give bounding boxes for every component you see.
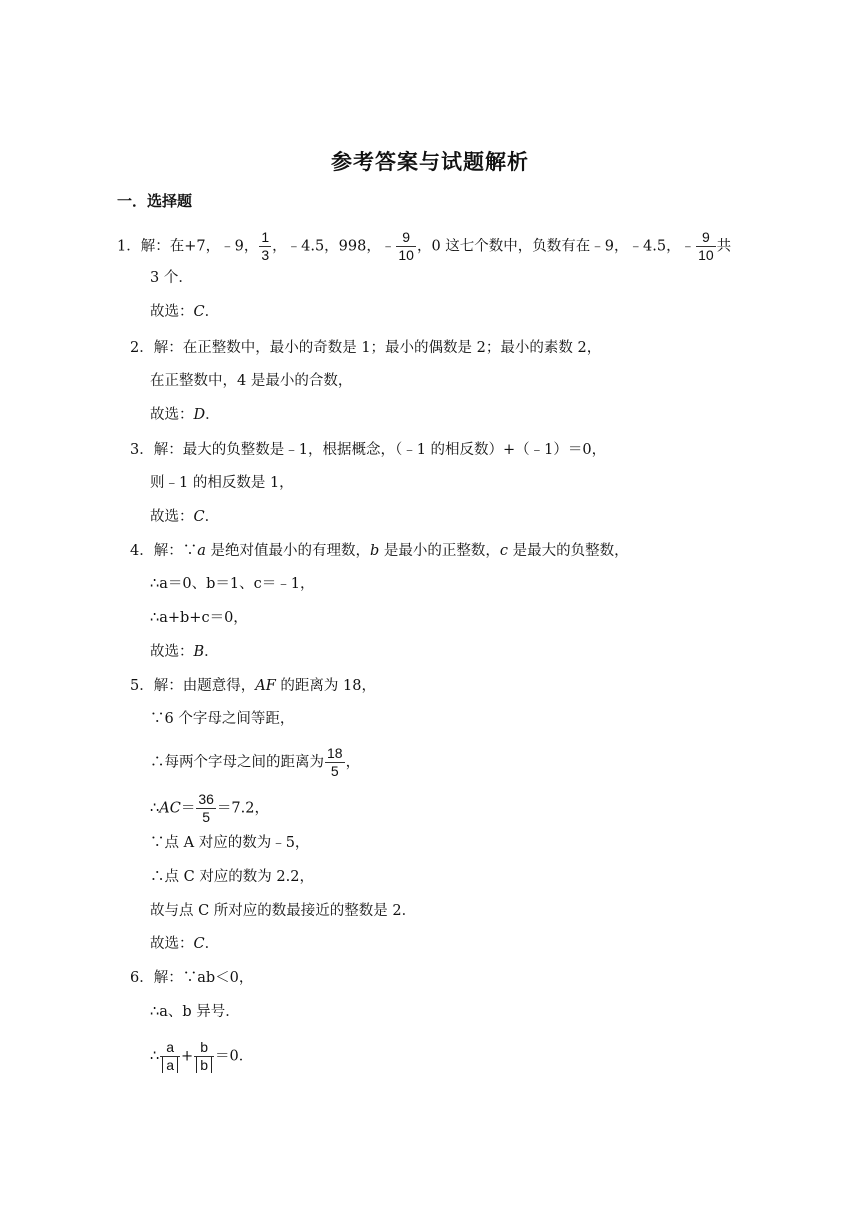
q5-line6: ∴点 C 对应的数为 2.2，	[150, 869, 314, 885]
fraction: $\frac{a}{a}$	[160, 1040, 180, 1073]
fraction: $\frac{1}{3}$	[261, 229, 270, 263]
q1-answer: 故选：C．	[150, 304, 220, 320]
q1-text-a: 1．解：在+7，﹣9，	[117, 238, 259, 255]
q2-line2: 在正整数中，4 是最小的合数，	[150, 373, 353, 389]
q1-text-c: ，0 这七个数中，负数有在﹣9，﹣4.5，﹣	[416, 238, 696, 255]
fraction: $\frac{9}{10}$	[698, 229, 714, 263]
q1-line1	[117, 230, 731, 263]
q3-line2: 则﹣1 的相反数是 1，	[150, 475, 294, 491]
q5-line3: ∴每两个字母之间的距离为 $\frac{18}{5}$ ，	[150, 745, 361, 779]
q2-line1: 2．解：在正整数中，最小的奇数是 1；最小的偶数是 2；最小的素数 2，	[130, 340, 602, 356]
q5-line5: ∵点 A 对应的数为﹣5，	[150, 835, 310, 851]
q5-line2: ∵6 个字母之间等距，	[150, 711, 295, 727]
q3-line1: 3．解：最大的负整数是﹣1，根据概念，（﹣1 的相反数）+（﹣1）＝0，	[130, 442, 607, 458]
q6-line1: 6．解：∵ab＜0，	[130, 970, 254, 986]
q4-line2: ∴a＝0、b＝1、c＝﹣1，	[150, 576, 315, 592]
q2-answer: 故选：D．	[150, 407, 220, 423]
section-heading: 一．选择题	[117, 192, 193, 210]
page-title: 参考答案与试题解析	[331, 149, 529, 174]
fraction: $\frac{b}{b}$	[194, 1040, 214, 1073]
q4-answer: 故选：B．	[150, 644, 219, 660]
q5-answer: 故选：C．	[150, 936, 220, 952]
q1-line2: 3 个．	[150, 270, 193, 286]
fraction: $\frac{9}{10}$	[398, 229, 414, 263]
q5-line4: ∴AC＝ $\frac{36}{5}$ ＝7.2，	[150, 791, 269, 825]
q6-line3: ∴ $\frac{a}{a}$ + $\frac{b}{b}$ ＝0．	[150, 1039, 254, 1073]
q6-line2: ∴a、b 异号．	[150, 1004, 240, 1020]
q3-answer: 故选：C．	[150, 509, 220, 525]
fraction: $\frac{36}{5}$	[198, 791, 214, 825]
q4-line3: ∴a+b+c＝0，	[150, 610, 248, 626]
q5-line7: 故与点 C 所对应的数最接近的整数是 2．	[150, 903, 417, 919]
q1-text-d: 共	[716, 238, 732, 255]
q4-line1: 4．解：∵a 是绝对值最小的有理数，b 是最小的正整数，c 是最大的负整数，	[130, 543, 629, 559]
fraction: $\frac{18}{5}$	[327, 745, 343, 779]
q1-text-b: ，﹣4.5，998，﹣	[272, 238, 396, 255]
q5-line1: 5．解：由题意得，AF 的距离为 18，	[130, 678, 376, 694]
